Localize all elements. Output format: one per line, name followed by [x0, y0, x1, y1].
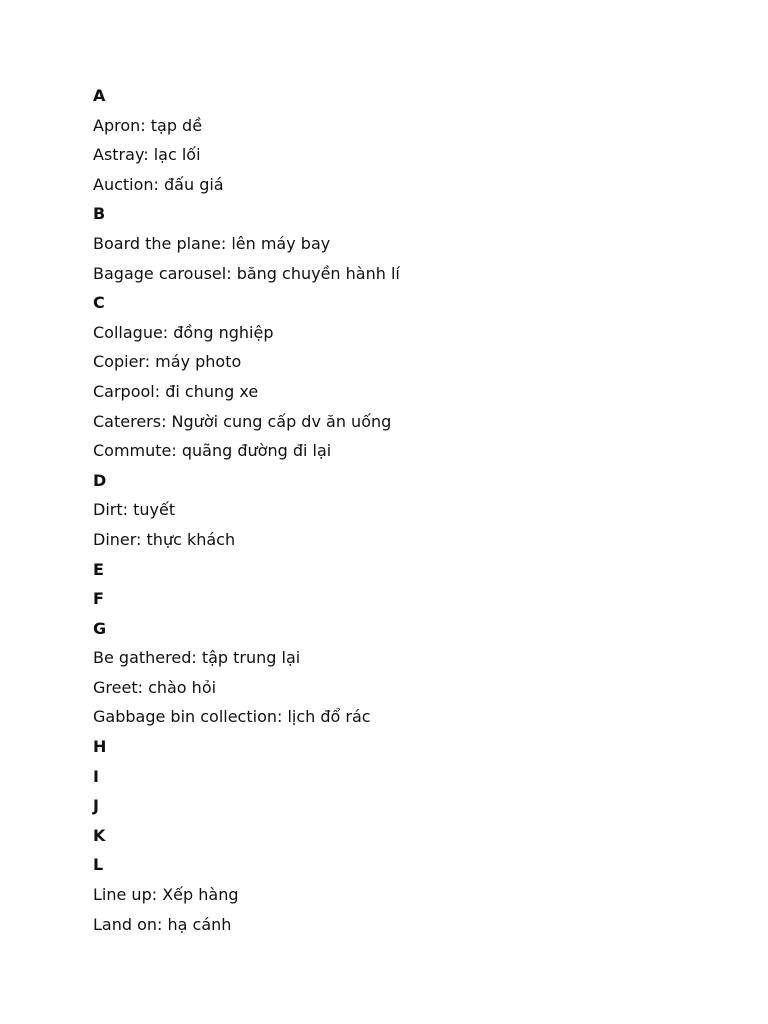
vocabulary-entry: Line up: Xếp hàng — [93, 885, 239, 905]
section-letter-heading: D — [93, 470, 107, 490]
vocabulary-entry: Bagage carousel: băng chuyền hành lí — [93, 263, 400, 283]
vocabulary-entry: Auction: đấu giá — [93, 174, 224, 194]
vocabulary-list — [93, 81, 733, 939]
vocabulary-entry: Copier: máy photo — [93, 352, 242, 372]
section-letter-heading: K — [93, 825, 106, 845]
section-letter-heading: C — [93, 293, 105, 313]
vocabulary-entry: Astray: lạc lối — [93, 145, 201, 165]
section-letter-heading: G — [93, 618, 107, 638]
section-letter-heading: B — [93, 204, 106, 224]
section-letter-heading: F — [93, 589, 104, 609]
vocabulary-entry: Apron: tạp dề — [93, 115, 203, 135]
section-letter-heading: J — [93, 796, 99, 816]
vocabulary-entry: Commute: quãng đường đi lại — [93, 441, 332, 461]
section-letter-heading: L — [93, 855, 104, 875]
vocabulary-entry: Dirt: tuyết — [93, 500, 176, 520]
section-letter-heading: E — [93, 559, 104, 579]
vocabulary-entry: Collague: đồng nghiệp — [93, 322, 274, 342]
section-letter-heading: A — [93, 86, 106, 105]
vocabulary-entry: Be gathered: tập trung lại — [93, 648, 301, 668]
vocabulary-entry: Board the plane: lên máy bay — [93, 233, 331, 253]
vocabulary-entry: Greet: chào hỏi — [93, 677, 217, 697]
vocabulary-entry: Land on: hạ cánh — [93, 914, 232, 934]
section-letter-heading: H — [93, 737, 107, 757]
vocabulary-entry: Gabbage bin collection: lịch đổ rác — [93, 707, 371, 727]
vocabulary-entry: Carpool: đi chung xe — [93, 381, 259, 401]
vocabulary-entry: Caterers: Người cung cấp dv ăn uống — [93, 411, 392, 431]
section-letter-heading: I — [93, 766, 99, 786]
vocabulary-entry: Diner: thực khách — [93, 529, 236, 549]
